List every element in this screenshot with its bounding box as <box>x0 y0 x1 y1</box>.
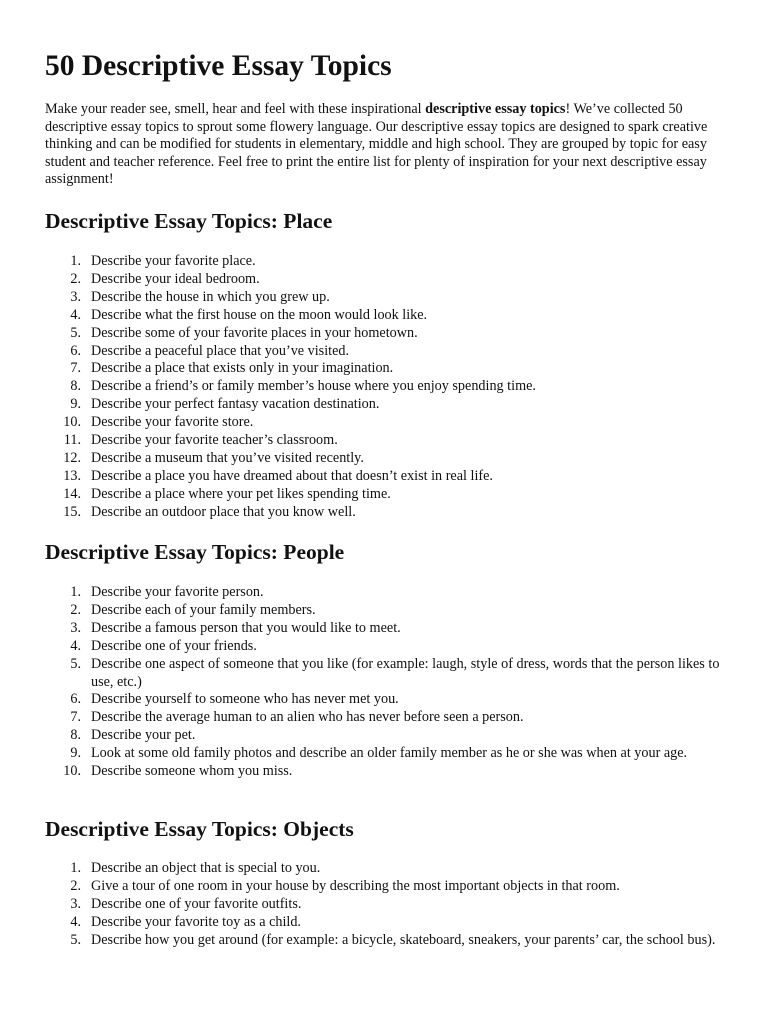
topic-list-people <box>45 584 725 781</box>
list-item-text: Describe a place where your pet likes spending time. <box>91 485 391 502</box>
list-item <box>45 638 725 656</box>
list-item-text: Describe someone whom you miss. <box>91 763 293 780</box>
list-item <box>45 584 725 602</box>
list-item-number: 2. <box>70 601 81 618</box>
list-item <box>45 486 725 504</box>
list-item-text: Describe the house in which you grew up. <box>91 288 330 305</box>
list-item-number: 8. <box>70 378 81 395</box>
list-item-number: 7. <box>70 360 81 377</box>
list-item-number: 8. <box>70 727 81 744</box>
list-item-text: Describe an object that is special to you. <box>91 860 321 876</box>
list-item <box>45 763 725 781</box>
list-item <box>45 450 725 468</box>
list-item-text: Describe one of your friends. <box>91 637 257 654</box>
list-item-number: 4. <box>70 306 81 323</box>
list-item-number: 11. <box>63 432 81 449</box>
list-item-number: 13. <box>63 467 81 484</box>
list-item <box>45 727 725 745</box>
list-item-number: 3. <box>70 895 81 912</box>
list-item-number: 4. <box>70 913 81 930</box>
list-item <box>45 914 725 932</box>
list-item-number: 12. <box>63 449 81 466</box>
list-item-number: 3. <box>70 288 81 305</box>
list-item-number: 5. <box>70 655 81 672</box>
list-item <box>45 307 725 325</box>
list-item <box>45 360 725 378</box>
intro-text-bold: descriptive essay topics <box>425 101 566 117</box>
list-item-text: Describe a famous person that you would like to meet. <box>91 619 401 636</box>
list-item-text: Describe a place you have dreamed about that doesn’t exist in real life. <box>91 467 493 484</box>
section-heading-objects: Descriptive Essay Topics: Objects <box>45 817 354 841</box>
topic-list-objects <box>45 860 725 950</box>
list-item-text: Describe a peaceful place that you’ve visited. <box>91 342 350 359</box>
list-item <box>45 343 725 361</box>
list-item <box>45 289 725 307</box>
list-item <box>45 253 725 271</box>
list-item <box>45 896 725 914</box>
list-item-number: 2. <box>70 877 81 894</box>
list-item-number: 14. <box>63 485 81 502</box>
list-item-number: 6. <box>70 342 81 359</box>
list-item-text: Describe a friend’s or family member’s house where you enjoy spending time. <box>91 378 536 395</box>
list-item-number: 9. <box>70 396 81 413</box>
list-item <box>45 378 725 396</box>
list-item <box>45 414 725 432</box>
list-item-text: Describe the average human to an alien who has never before seen a person. <box>91 709 524 726</box>
list-item-number: 1. <box>70 253 81 269</box>
list-item-text: Describe a place that exists only in your imagination. <box>91 360 394 377</box>
list-item-number: 10. <box>63 763 81 780</box>
list-item-number: 10. <box>63 414 81 431</box>
list-item <box>45 432 725 450</box>
list-item-text: Describe your favorite toy as a child. <box>91 913 301 930</box>
list-item-number: 9. <box>70 745 81 762</box>
list-item-text: Describe your favorite place. <box>91 253 256 269</box>
list-item-number: 6. <box>70 691 81 708</box>
list-item <box>45 691 725 709</box>
list-item <box>45 602 725 620</box>
list-item-number: 4. <box>70 637 81 654</box>
list-item-text: Describe one of your favorite outfits. <box>91 895 302 912</box>
list-item-number: 1. <box>70 860 81 876</box>
intro-text-start: Make your reader see, smell, hear and feel with these inspirational <box>45 101 426 117</box>
list-item-text: Describe your favorite person. <box>91 584 264 600</box>
list-item <box>45 656 725 692</box>
list-item <box>45 745 725 763</box>
list-item-text: Describe what the first house on the moon would look like. <box>91 306 428 323</box>
page-title: 50 Descriptive Essay Topics <box>45 50 392 82</box>
list-item-number: 1. <box>70 584 81 600</box>
list-item <box>45 396 725 414</box>
list-item <box>45 620 725 638</box>
list-item-number: 5. <box>70 324 81 341</box>
list-item-text: Describe your perfect fantasy vacation destination. <box>91 396 380 413</box>
list-item-text: Describe your ideal bedroom. <box>91 270 260 287</box>
list-item-text: Describe one aspect of someone that you like (for example: laugh, style of dress, words that the person likes to use, etc.) <box>91 655 720 690</box>
list-item <box>45 878 725 896</box>
list-item <box>45 709 725 727</box>
intro-text-end: ! We’ve collected 50 descriptive essay topics to sprout some flowery language. Our descriptive essay topics are designed to spark creative thinking and can be modified for students in elementary, middle and high school. They are grouped by topic for easy student and teacher reference. Feel free to print the entire list for plenty of inspiration for your next descriptive essay assignment! <box>45 101 708 188</box>
list-item-text: Describe yourself to someone who has never met you. <box>91 691 399 708</box>
list-item-text: Look at some old family photos and describe an older family member as he or she was when at your age. <box>91 745 688 762</box>
list-item <box>45 325 725 343</box>
list-item <box>45 932 725 950</box>
list-item-text: Describe some of your favorite places in your hometown. <box>91 324 418 341</box>
list-item-text: Describe your favorite store. <box>91 414 254 431</box>
topic-list-place <box>45 253 725 522</box>
list-item <box>45 271 725 289</box>
list-item <box>45 504 725 522</box>
list-item-text: Give a tour of one room in your house by describing the most important objects in that room. <box>91 877 620 894</box>
list-item-text: Describe an outdoor place that you know well. <box>91 503 356 520</box>
section-heading-place: Descriptive Essay Topics: Place <box>45 209 333 233</box>
intro-paragraph <box>45 101 725 189</box>
list-item-number: 2. <box>70 270 81 287</box>
list-item-text: Describe how you get around (for example: a bicycle, skateboard, sneakers, your parents’ car, the school bus). <box>91 931 716 948</box>
list-item-number: 3. <box>70 619 81 636</box>
list-item-text: Describe each of your family members. <box>91 601 316 618</box>
list-item-number: 7. <box>70 709 81 726</box>
list-item <box>45 860 725 878</box>
list-item-text: Describe your pet. <box>91 727 196 744</box>
list-item-text: Describe a museum that you’ve visited recently. <box>91 449 364 466</box>
section-heading-people: Descriptive Essay Topics: People <box>45 540 345 564</box>
list-item-number: 5. <box>70 931 81 948</box>
list-item-text: Describe your favorite teacher’s classroom. <box>91 432 338 449</box>
list-item <box>45 468 725 486</box>
list-item-number: 15. <box>63 503 81 520</box>
